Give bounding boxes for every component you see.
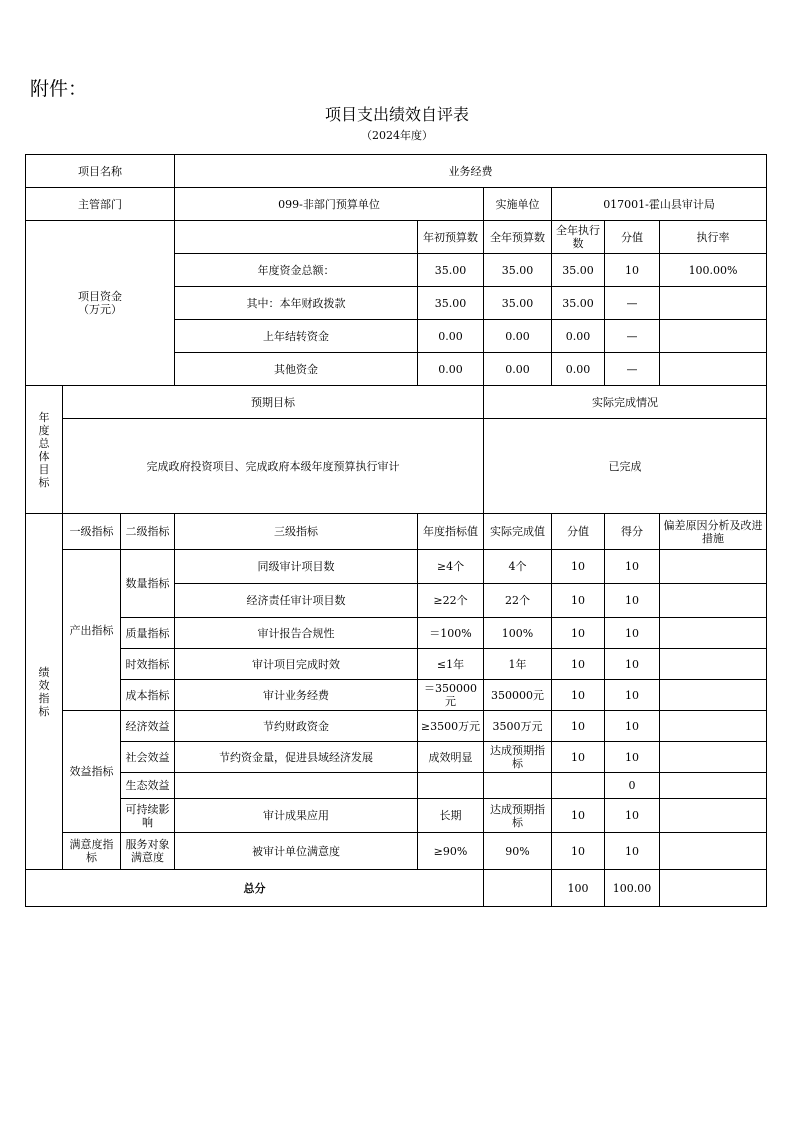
total-label: 总分	[26, 870, 484, 907]
indicator-actual: 100%	[484, 618, 552, 649]
indicator-name: 审计成果应用	[175, 799, 418, 833]
indicator-score: 0	[605, 773, 660, 799]
indicator-score-value	[552, 773, 605, 799]
indicator-name: 节约资金量，促进县域经济发展	[175, 742, 418, 773]
indicator-actual: 4个	[484, 550, 552, 584]
level2-cost: 成本指标	[121, 680, 175, 711]
impl-value: 017001-霍山县审计局	[552, 188, 767, 221]
indicator-score-value: 10	[552, 649, 605, 680]
indicator-target: ≥4个	[418, 550, 484, 584]
indicator-score-value: 10	[552, 799, 605, 833]
indicator-row	[26, 742, 767, 773]
indicator-target: 长期	[418, 799, 484, 833]
dept-value: 099-非部门预算单位	[175, 188, 484, 221]
indicator-name: 被审计单位满意度	[175, 833, 418, 870]
funds-row-label: 其他资金	[175, 353, 418, 386]
funds-score-value: —	[605, 320, 660, 353]
indicator-actual: 达成预期指标	[484, 799, 552, 833]
funds-executed: 0.00	[552, 353, 605, 386]
total-row	[26, 870, 767, 907]
project-name-value: 业务经费	[175, 155, 767, 188]
funds-row-label: 年度资金总额：	[175, 254, 418, 287]
level2-social: 社会效益	[121, 742, 175, 773]
indicator-actual: 1年	[484, 649, 552, 680]
funds-initial: 0.00	[418, 353, 484, 386]
level2-service-satisfaction: 服务对象满意度	[121, 833, 175, 870]
dept-label: 主管部门	[26, 188, 175, 221]
indicator-target	[418, 773, 484, 799]
indicator-header: 实际完成值	[484, 514, 552, 550]
total-blank	[484, 870, 552, 907]
indicator-deviation	[660, 618, 767, 649]
funds-annual: 35.00	[484, 254, 552, 287]
indicator-score-value: 10	[552, 680, 605, 711]
department-row	[26, 188, 767, 221]
indicator-name: 节约财政资金	[175, 711, 418, 742]
indicator-score-value: 10	[552, 742, 605, 773]
level2-quality: 质量指标	[121, 618, 175, 649]
level2-quantity: 数量指标	[121, 550, 175, 618]
funds-executed: 35.00	[552, 287, 605, 320]
indicator-score-value: 10	[552, 550, 605, 584]
funds-score-value: 10	[605, 254, 660, 287]
indicator-actual	[484, 773, 552, 799]
actual-result-text: 已完成	[484, 419, 767, 514]
funds-executed: 35.00	[552, 254, 605, 287]
indicator-score-value: 10	[552, 833, 605, 870]
indicator-deviation	[660, 799, 767, 833]
indicator-score-value: 10	[552, 711, 605, 742]
indicator-deviation	[660, 773, 767, 799]
funds-header: 执行率	[660, 221, 767, 254]
indicator-target: ≥22个	[418, 584, 484, 618]
indicator-score: 10	[605, 550, 660, 584]
indicator-row	[26, 618, 767, 649]
indicator-header: 得分	[605, 514, 660, 550]
level2-economic: 经济效益	[121, 711, 175, 742]
indicator-section-label	[26, 514, 63, 870]
funds-score-value: —	[605, 287, 660, 320]
level1-output: 产出指标	[63, 550, 121, 711]
indicator-target: ＝350000元	[418, 680, 484, 711]
funds-annual: 0.00	[484, 353, 552, 386]
funds-initial: 0.00	[418, 320, 484, 353]
funds-rate	[660, 287, 767, 320]
indicator-name: 经济责任审计项目数	[175, 584, 418, 618]
indicator-row	[26, 649, 767, 680]
total-deviation	[660, 870, 767, 907]
total-score: 100.00	[605, 870, 660, 907]
funds-annual: 0.00	[484, 320, 552, 353]
funds-header: 全年预算数	[484, 221, 552, 254]
funds-initial: 35.00	[418, 287, 484, 320]
indicator-deviation	[660, 833, 767, 870]
indicator-header: 三级指标	[175, 514, 418, 550]
indicator-deviation	[660, 711, 767, 742]
indicator-target: ≥3500万元	[418, 711, 484, 742]
indicator-header: 分值	[552, 514, 605, 550]
goals-label: 年度总体目标	[38, 410, 50, 489]
funds-section-label	[26, 221, 175, 386]
funds-rate	[660, 353, 767, 386]
indicator-header: 二级指标	[121, 514, 175, 550]
indicator-actual: 350000元	[484, 680, 552, 711]
form-title: 项目支出绩效自评表	[324, 105, 469, 124]
funds-rate	[660, 320, 767, 353]
indicator-deviation	[660, 649, 767, 680]
funds-header: 分值	[605, 221, 660, 254]
indicator-row	[26, 680, 767, 711]
form-year: （2024年度）	[361, 129, 433, 142]
indicator-score-value: 10	[552, 584, 605, 618]
indicator-row	[26, 799, 767, 833]
indicator-score: 10	[605, 618, 660, 649]
funds-rate: 100.00%	[660, 254, 767, 287]
indicator-name: 审计报告合规性	[175, 618, 418, 649]
level2-ecological: 生态效益	[121, 773, 175, 799]
indicator-name	[175, 773, 418, 799]
funds-row-label: 其中：本年财政拨款	[175, 287, 418, 320]
indicator-deviation	[660, 680, 767, 711]
attachment-label: 附件：	[30, 78, 88, 100]
indicator-score: 10	[605, 742, 660, 773]
indicator-header: 一级指标	[63, 514, 121, 550]
indicator-name: 同级审计项目数	[175, 550, 418, 584]
funds-unit: （万元）	[78, 303, 122, 316]
indicator-deviation	[660, 550, 767, 584]
indicator-score: 10	[605, 649, 660, 680]
indicator-header: 偏差原因分析及改进措施	[660, 514, 767, 550]
indicator-actual: 22个	[484, 584, 552, 618]
indicator-actual: 3500万元	[484, 711, 552, 742]
total-score-value: 100	[552, 870, 605, 907]
indicator-name: 审计业务经费	[175, 680, 418, 711]
goals-header-row	[26, 386, 767, 419]
indicator-actual: 达成预期指标	[484, 742, 552, 773]
funds-label: 项目资金	[78, 290, 122, 303]
funds-row-label: 上年结转资金	[175, 320, 418, 353]
indicator-target: ≥90%	[418, 833, 484, 870]
project-name-label: 项目名称	[26, 155, 175, 188]
project-name-row	[26, 155, 767, 188]
indicator-row	[26, 711, 767, 742]
evaluation-table	[25, 154, 767, 907]
indicator-row	[26, 833, 767, 870]
indicator-label: 绩效指标	[38, 665, 50, 718]
level2-sustainable: 可持续影响	[121, 799, 175, 833]
funds-score-value: —	[605, 353, 660, 386]
indicator-header-row	[26, 514, 767, 550]
indicator-target: ≤1年	[418, 649, 484, 680]
funds-header-blank	[175, 221, 418, 254]
goals-content-row	[26, 419, 767, 514]
indicator-score: 10	[605, 711, 660, 742]
funds-header: 全年执行数	[552, 221, 605, 254]
actual-result-header: 实际完成情况	[484, 386, 767, 419]
expected-goal-header: 预期目标	[63, 386, 484, 419]
indicator-target: ＝100%	[418, 618, 484, 649]
indicator-deviation	[660, 584, 767, 618]
goals-section-label	[26, 386, 63, 514]
indicator-name: 审计项目完成时效	[175, 649, 418, 680]
indicator-deviation	[660, 742, 767, 773]
expected-goal-text: 完成政府投资项目、完成政府本级年度预算执行审计	[63, 419, 484, 514]
funds-header-row	[26, 221, 767, 254]
indicator-row	[26, 550, 767, 584]
funds-executed: 0.00	[552, 320, 605, 353]
level2-timeliness: 时效指标	[121, 649, 175, 680]
funds-header: 年初预算数	[418, 221, 484, 254]
indicator-score: 10	[605, 799, 660, 833]
funds-initial: 35.00	[418, 254, 484, 287]
indicator-score: 10	[605, 833, 660, 870]
indicator-score-value: 10	[552, 618, 605, 649]
indicator-row	[26, 773, 767, 799]
indicator-score: 10	[605, 680, 660, 711]
impl-label: 实施单位	[484, 188, 552, 221]
funds-annual: 35.00	[484, 287, 552, 320]
indicator-header: 年度指标值	[418, 514, 484, 550]
indicator-actual: 90%	[484, 833, 552, 870]
indicator-target: 成效明显	[418, 742, 484, 773]
level1-benefit: 效益指标	[63, 711, 121, 833]
indicator-score: 10	[605, 584, 660, 618]
level1-satisfaction: 满意度指标	[63, 833, 121, 870]
